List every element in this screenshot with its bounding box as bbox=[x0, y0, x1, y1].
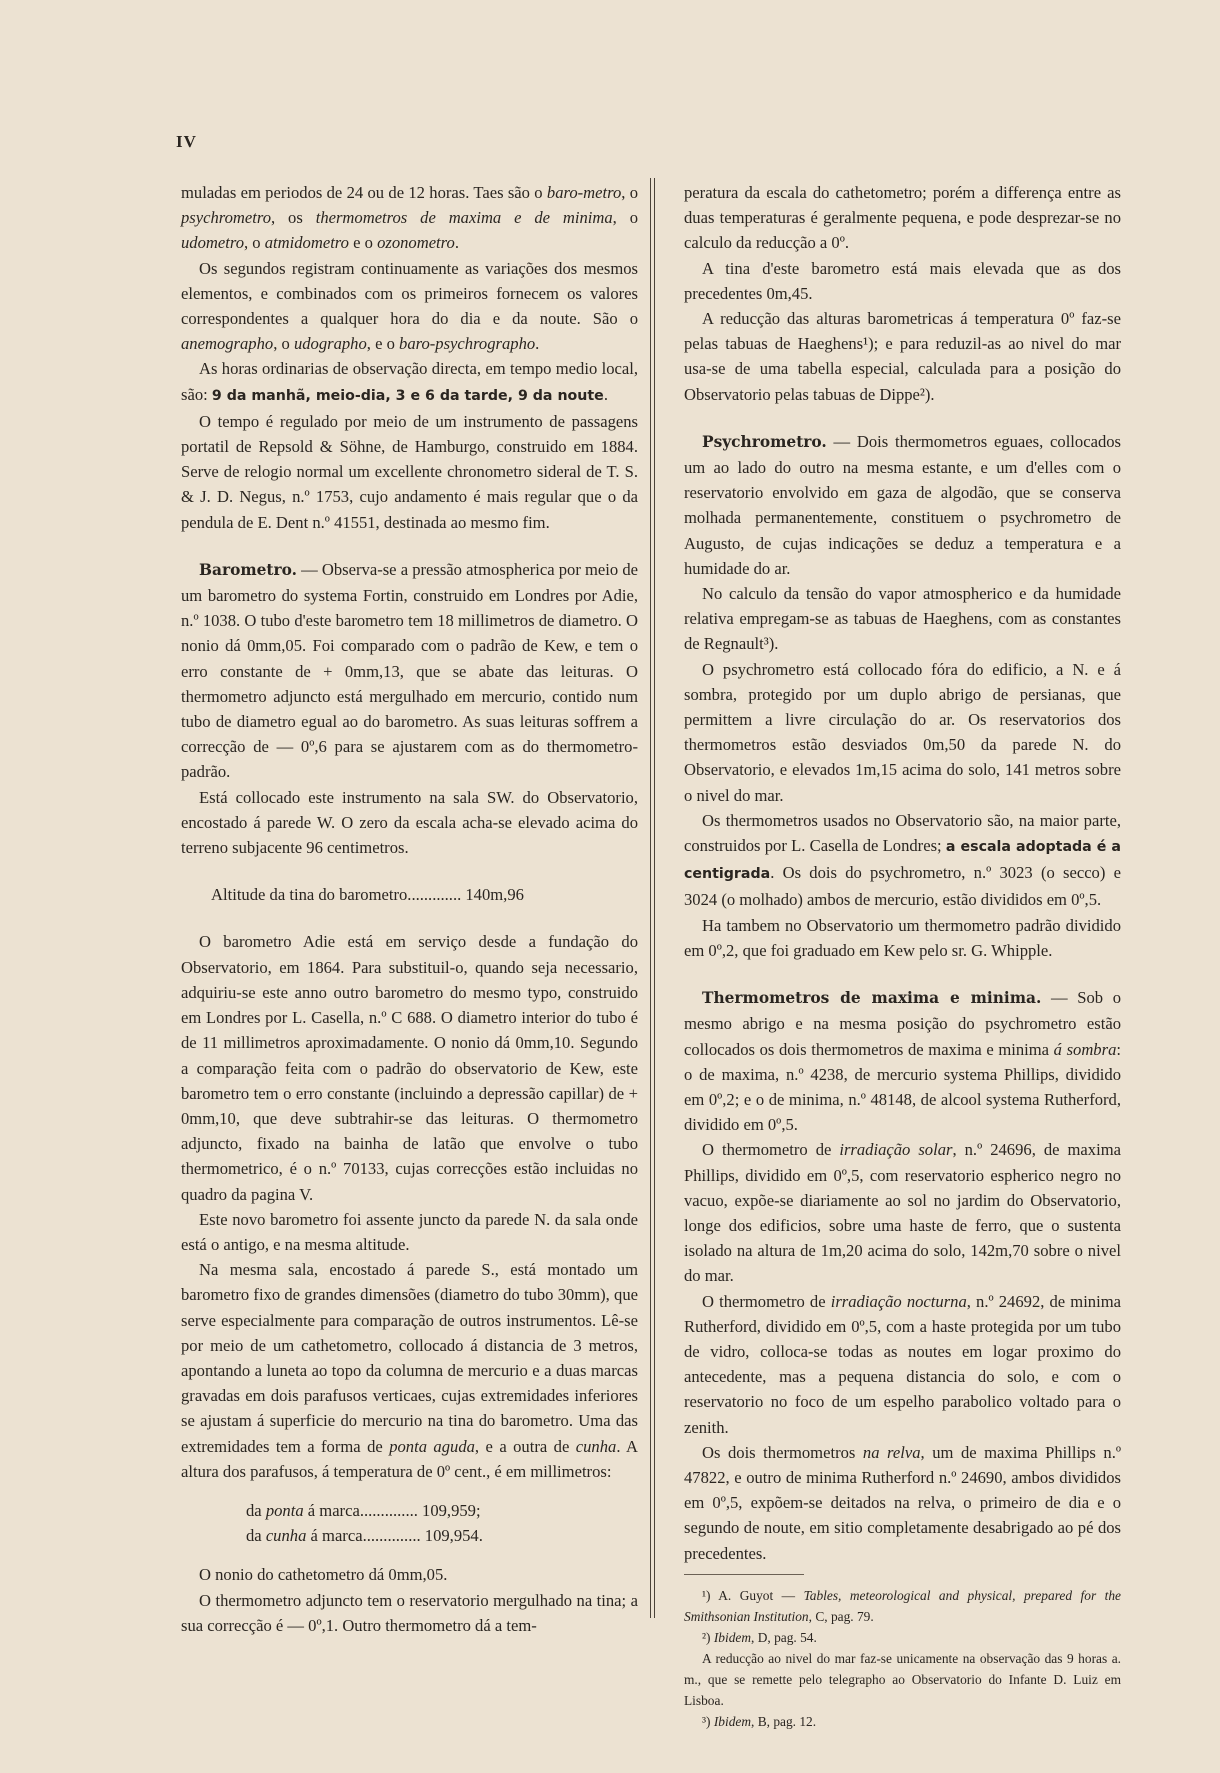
paragraph: Está collocado este instrumento na sala SW. do Observatorio, encostado á parede W. O zero da escala acha-se elevado acima do terreno subjacente 96 centimetros. bbox=[181, 787, 638, 858]
paragraph: peratura da escala do cathetometro; porém a differença entre as duas temperaturas é geralmente pequena, e pode desprezar-se no calculo da reducção a 0º. bbox=[684, 183, 1121, 253]
paragraph: Na mesma sala, encostado á parede S., está montado um barometro fixo de grandes dimensões (diametro do tubo 30mm), que serve especialmente para comparação de outros instrumentos. Lê-se por meio de um cathetometro, collocado á distancia de 3 metros, apontando a luneta ao topo da columna de mercurio e a duas marcas gravadas em dois parafusos verticaes, cujas extremidades inferiores se ajustam á superficie do mercurio na tina do barometro. Uma das extremidades tem a forma de ponta aguda, e a outra de cunha. A altura dos parafusos, á temperatura de 0º cent., é em millimetros: bbox=[181, 1260, 638, 1481]
left-column bbox=[181, 180, 638, 1638]
paragraph: O tempo é regulado por meio de um instrumento de passagens portatil de Repsold & Söhne, de Hamburgo, construido em 1884. Serve de relogio normal um excellente chronometro sideral de T. S. & J. D. Negus, n.º 1753, cujo andamento é mais regular que o da pendula de E. Dent n.º 41551, destinada ao mesmo fim. bbox=[181, 411, 638, 532]
paragraph-thermometros: Thermometros de maxima e minima. — Sob o mesmo abrigo e na mesma posição do psychrometro estão collocados os dois thermometros de maxima e minima á sombra: o de maxima, n.º 4238, de mercurio systema Phillips, dividido em 0º,2; e o de minima, n.º 48148, de alcool systema Rutherford, dividido em 0º,5. bbox=[684, 988, 1121, 1135]
paragraph: Os thermometros usados no Observatorio são, na maior parte, construidos por L. Casella de Londres; a escala adoptada é a centigrada. Os dois do psychrometro, n.º 3023 (o secco) e 3024 (o molhado) ambos de mercurio, estão divididos em 0º,5. bbox=[684, 810, 1122, 910]
paragraph: A tina d'este barometro está mais elevada que as dos precedentes 0m,45. bbox=[684, 258, 1121, 303]
footnote-separator bbox=[684, 1574, 804, 1575]
paragraph: O thermometro de irradiação nocturna, n.º 24692, de minima Rutherford, dividido em 0º,5, com a haste protegida por um tubo de vidro, colloca-se todas as noutes em logar proximo do antecedente, mas a pequena distancia do solo, e com o reservatorio no foco de um espelho parabolico voltado para o zenith. bbox=[684, 1291, 1121, 1437]
section-title-thermometros: Thermometros de maxima e minima. bbox=[702, 989, 1042, 1008]
altitude-line: Altitude da tina do barometro............. 140m,96 bbox=[211, 885, 524, 905]
page-number: IV bbox=[176, 132, 197, 151]
paragraph-barometro: Barometro. — Observa-se a pressão atmospherica por meio de um barometro do systema Fortin, construido em Londres por Adie, n.º 1038. O tubo d'este barometro tem 18 millimetros de diametro. O nonio dá 0mm,05. Foi comparado com o padrão de Kew, e tem o erro constante de + 0mm,13, que se abate das leituras. O thermometro adjuncto está mergulhado em mercurio, contido num tubo de diametro egual ao do barometro. As suas leituras soffrem a correcção de — 0º,6 para se ajustarem com as do thermometro-padrão. bbox=[181, 559, 638, 782]
paragraph: Os dois thermometros na relva, um de maxima Phillips n.º 47822, e outro de minima Rutherford n.º 24690, ambos divididos em 0º,5, expõem-se deitados na relva, o primeiro de dia e o segundo de noute, em sitio completamente desabrigado ao pé dos precedentes. bbox=[684, 1442, 1121, 1563]
paragraph: muladas em periodos de 24 ou de 12 horas. Taes são o baro-metro, o psychrometro, os thermometros de maxima e de minima, o udometro, o atmidometro e o ozonometro. bbox=[181, 183, 639, 253]
footnote-3: ³) Ibidem, B, pag. 12. bbox=[702, 1713, 817, 1729]
cunha-line: da cunha á marca.............. 109,954. bbox=[246, 1526, 483, 1546]
paragraph: O psychrometro está collocado fóra do edificio, a N. e á sombra, protegido por um duplo abrigo de persianas, que permittem a livre circulação do ar. Os reservatorios dos thermometros estão desviados 0m,50 da parede N. do Observatorio, e elevados 1m,15 acima do solo, 141 metros sobre o nivel do mar. bbox=[684, 659, 1121, 805]
paragraph: A reducção das alturas barometricas á temperatura 0º faz-se pelas tabuas de Haeghens¹); e para reduzil-as ao nivel do mar usa-se de uma tabella especial, calculada para a posição do Observatorio pelas tabuas de Dippe²). bbox=[684, 309, 1121, 404]
paragraph: O barometro Adie está em serviço desde a fundação do Observatorio, em 1864. Para substituil-o, quando seja necessario, adquiriu-se este anno outro barometro do mesmo typo, construido em Londres por L. Casella, n.º C 688. O diametro interior do tubo é de 11 millimetros aproximadamente. O nonio dá 0mm,10. Segundo a comparação feita com o padrão do observatorio de Kew, este barometro tem o erro constante (incluindo a depressão capillar) de + 0mm,10, que deve subtrahir-se das leituras. O thermometro adjuncto, fixado na bainha de latão que envolve o tubo thermometrico, é o n.º 70133, cujas correcções estão incluidas no quadro da pagina V. bbox=[181, 932, 638, 1204]
footnote-2: ²) Ibidem, D, pag. 54. bbox=[702, 1629, 817, 1645]
paragraph: As horas ordinarias de observação directa, em tempo medio local, são: 9 da manhã, meio-dia, 3 e 6 da tarde, 9 da noute. bbox=[181, 359, 638, 404]
column-rule bbox=[650, 178, 655, 1618]
paragraph: O nonio do cathetometro dá 0mm,05. bbox=[199, 1565, 448, 1585]
right-column bbox=[684, 180, 1121, 1732]
footnote-2-note: A reducção ao nivel do mar faz-se unicamente na observação das 9 horas a. m., que se remette pelo telegrapho ao Observatorio do Infante D. Luiz em Lisboa. bbox=[684, 1650, 1121, 1708]
paragraph: Os segundos registram continuamente as variações dos mesmos elementos, e combinados com os primeiros fornecem os valores correspondentes a qualquer hora do dia e da noute. São o anemographo, o udographo, e o baro-psychrographo. bbox=[181, 258, 638, 354]
paragraph: No calculo da tensão do vapor atmospherico e da humidade relativa empregam-se as tabuas de Haeghens, com as constantes de Regnault³). bbox=[684, 584, 1121, 654]
paragraph: Este novo barometro foi assente juncto da parede N. da sala onde está o antigo, e na mesma altitude. bbox=[181, 1209, 638, 1254]
paragraph: Ha tambem no Observatorio um thermometro padrão dividido em 0º,2, que foi graduado em Kew pelo sr. G. Whipple. bbox=[684, 915, 1121, 960]
paragraph: O thermometro adjuncto tem o reservatorio mergulhado na tina; a sua correcção é — 0º,1. Outro thermometro dá a tem- bbox=[181, 1590, 638, 1635]
ponta-line: da ponta á marca.............. 109,959; bbox=[246, 1500, 481, 1520]
section-title-barometro: Barometro. bbox=[199, 560, 298, 579]
section-title-psychrometro: Psychrometro. bbox=[702, 432, 827, 451]
footnote-1: ¹) A. Guyot — Tables, meteorological and physical, prepared for the Smithsonian Institution, C, pag. 79. bbox=[684, 1587, 1121, 1624]
footnotes bbox=[684, 1585, 1121, 1732]
paragraph: O thermometro de irradiação solar, n.º 24696, de maxima Phillips, dividido em 0º,5, com reservatorio espherico negro no vacuo, expõe-se diariamente ao sol no jardim do Observatorio, longe dos edificios, sobre uma haste de ferro, que o sustenta isolado na altura de 1m,20 acima do solo, 142m,70 sobre o nivel do mar. bbox=[684, 1140, 1121, 1286]
paragraph-psychrometro: Psychrometro. — Dois thermometros eguaes, collocados um ao lado do outro na mesma estante, e um d'elles com o reservatorio envolvido em gaza de algodão, que se conserva molhada permanentemente, constituem o psychrometro de Augusto, de cujas indicações se deduz a temperatura e a humidade do ar. bbox=[684, 431, 1121, 578]
